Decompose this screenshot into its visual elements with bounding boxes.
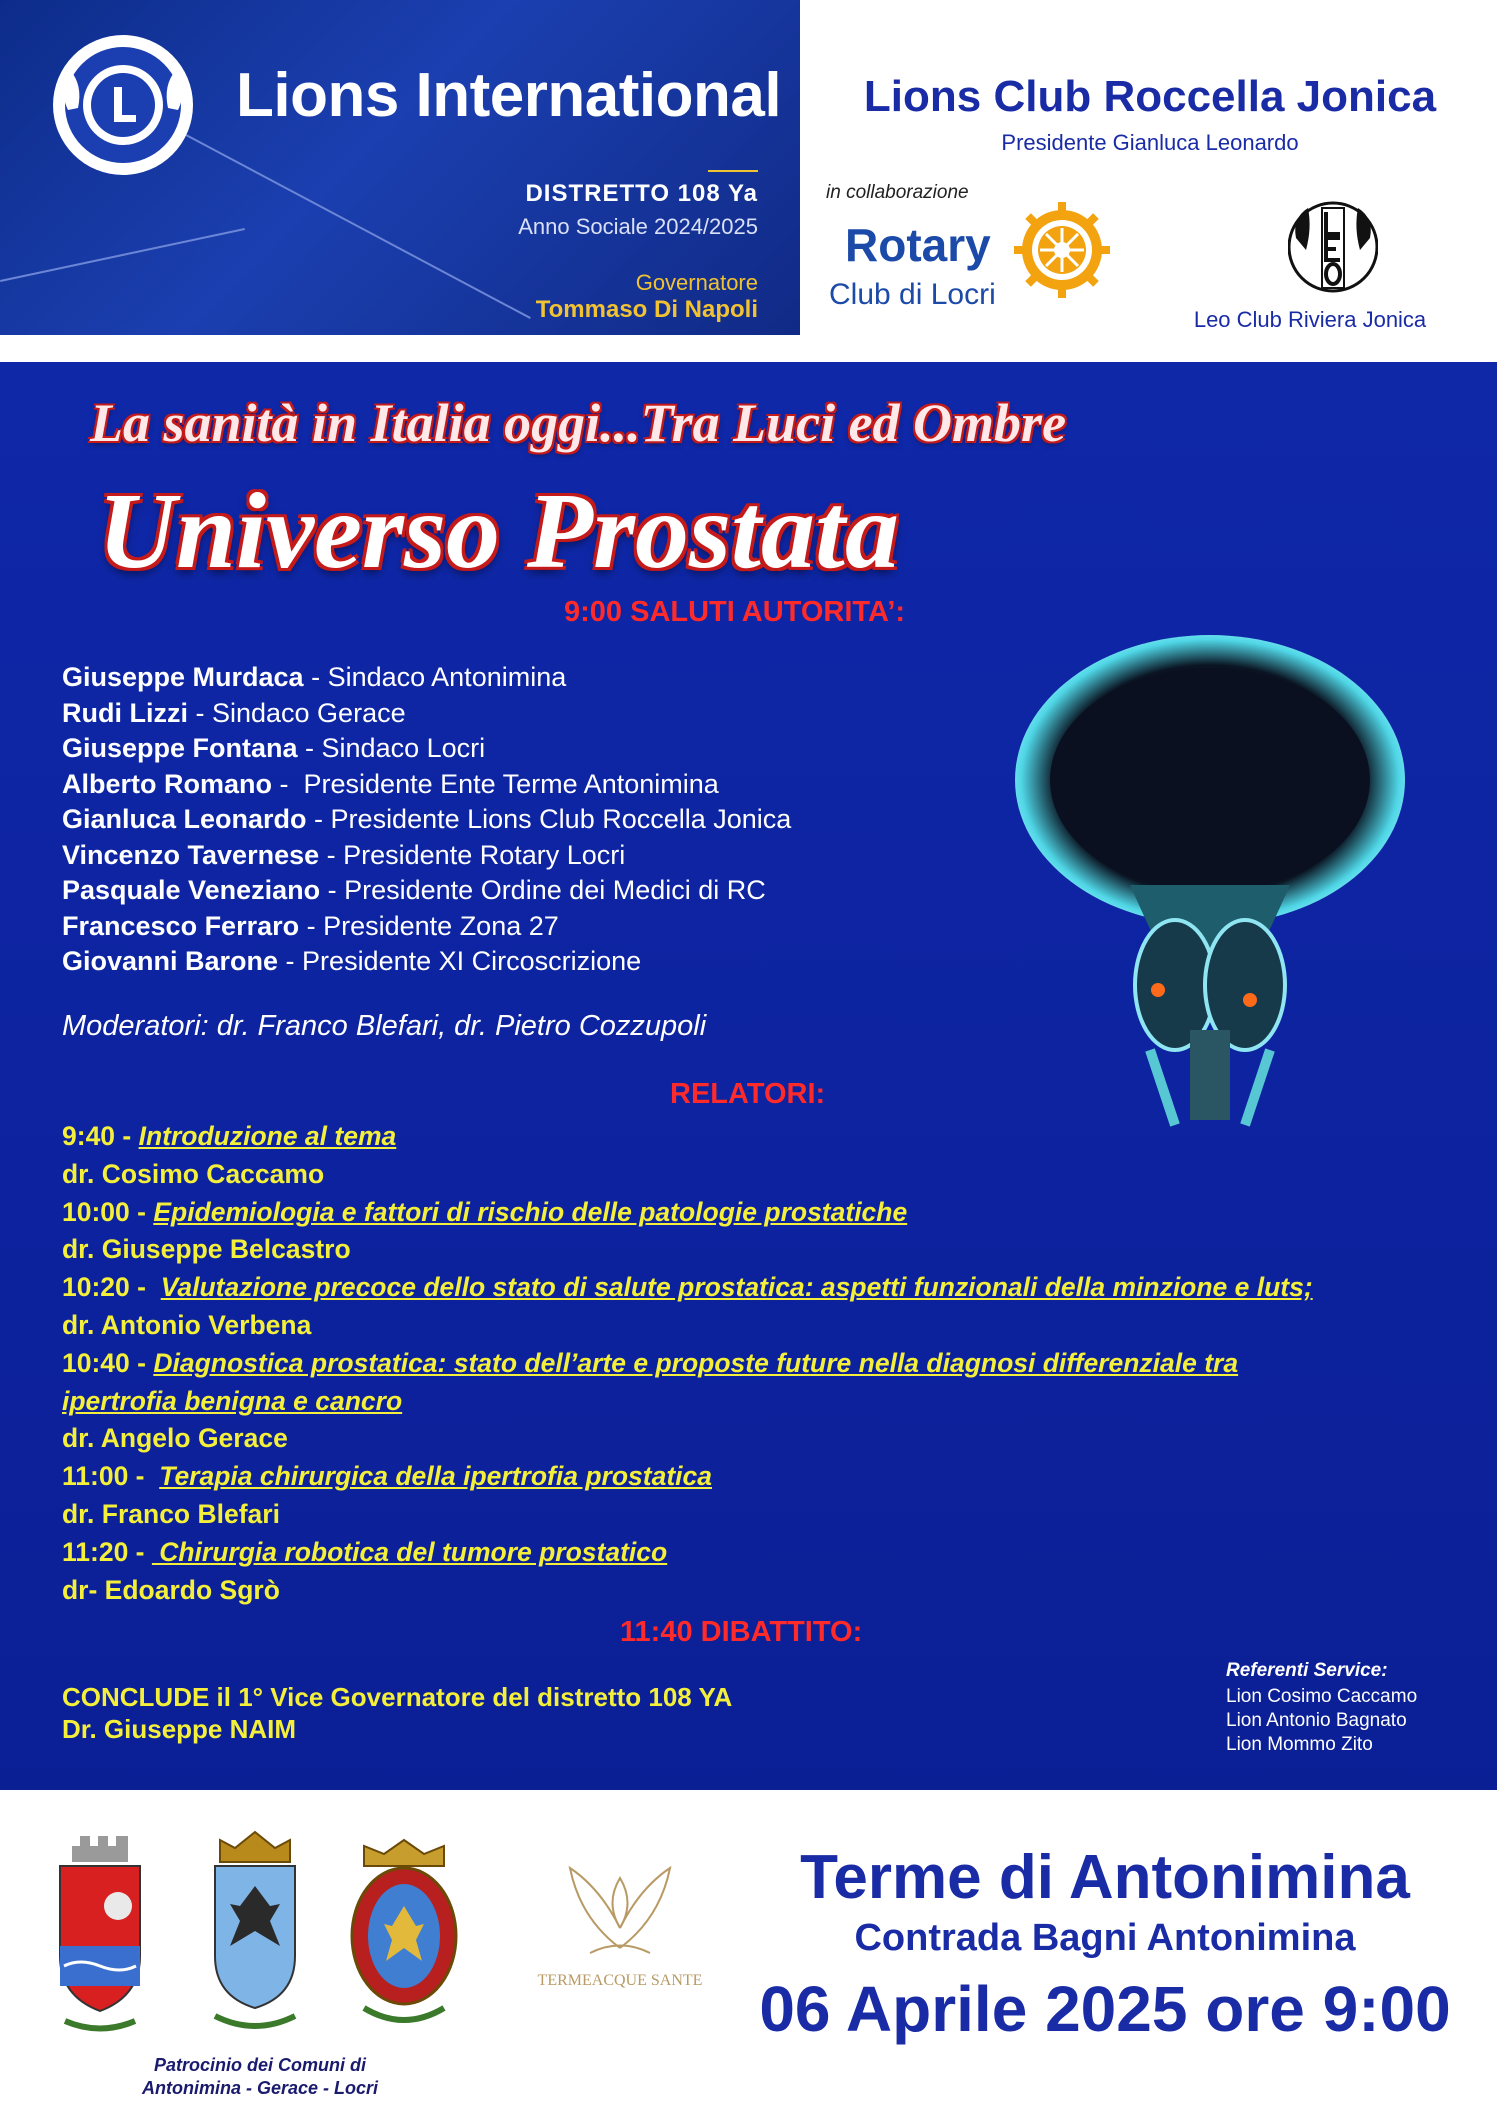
venue-title: Terme di Antonimina xyxy=(800,1843,1410,1912)
event-subtitle: La sanità in Italia oggi...Tra Luci ed Ombre xyxy=(90,393,1067,453)
leo-club-logo-icon xyxy=(1288,198,1378,296)
distretto-rule xyxy=(708,170,758,172)
moderatori-line: Moderatori: dr. Franco Blefari, dr. Pietro Cozzupoli xyxy=(62,1010,707,1042)
decorative-line xyxy=(0,228,245,282)
program-speaker: dr- Edoardo Sgrò xyxy=(62,1574,280,1605)
program-session: 11:00 - Terapia chirurgica della ipertrofia prostatica xyxy=(62,1461,712,1492)
program-speaker: dr. Giuseppe Belcastro xyxy=(62,1234,351,1265)
rotary-club-locri: Club di Locri xyxy=(829,278,996,311)
referente-item: Lion Antonio Bagnato xyxy=(1226,1710,1407,1731)
anno-sociale: Anno Sociale 2024/2025 xyxy=(518,214,758,239)
program-session: 9:40 - Introduzione al tema xyxy=(62,1121,397,1151)
terme-logo-text: TERMEACQUE SANTE xyxy=(537,1972,703,1989)
authority-row: Pasquale Veneziano - Presidente Ordine dei Medici di RC xyxy=(62,875,766,905)
authority-row: Rudi Lizzi - Sindaco Gerace xyxy=(62,697,406,728)
terme-acque-sante-logo-icon xyxy=(560,1858,680,1968)
prostate-illustration-icon xyxy=(1000,630,1420,1130)
program-session: 10:00 - Epidemiologia e fattori di rischio delle patologie prostatiche xyxy=(62,1196,908,1227)
patrocinio-comuni: Antonimina - Gerace - Locri xyxy=(141,2078,379,2098)
referente-item: Lion Mommo Zito xyxy=(1226,1734,1373,1755)
rotary-wheel-icon xyxy=(1012,200,1112,300)
club-president: Presidente Gianluca Leonardo xyxy=(1001,130,1299,155)
program-session: 10:40 - Diagnostica prostatica: stato dell’arte e proposte future nella diagnosi differenziale tra ipertrofia benigna e cancro xyxy=(62,1347,1239,1416)
authorities-list xyxy=(62,660,992,980)
authority-row: Alberto Romano - Presidente Ente Terme Antonimina xyxy=(62,768,719,799)
program-list xyxy=(62,1118,1442,1609)
relatori-heading: RELATORI: xyxy=(670,1078,826,1110)
conclude-line: CONCLUDE il 1° Vice Governatore del distretto 108 YA xyxy=(62,1682,733,1712)
authority-row: Francesco Ferraro - Presidente Zona 27 xyxy=(62,910,559,941)
program-speaker: dr. Angelo Gerace xyxy=(62,1423,288,1454)
authority-row: Vincenzo Tavernese - Presidente Rotary Locri xyxy=(62,839,626,870)
distretto-label: DISTRETTO 108 Ya xyxy=(525,180,758,207)
program-speaker: dr. Antonio Verbena xyxy=(62,1309,312,1340)
club-title: Lions Club Roccella Jonica xyxy=(863,72,1437,121)
program-session: 11:20 - Chirurgia robotica del tumore prostatico xyxy=(62,1536,668,1567)
antonimina-crest-icon xyxy=(50,1836,150,2036)
referenti-title: Referenti Service: xyxy=(1226,1660,1388,1681)
gerace-crest-icon xyxy=(200,1826,310,2036)
locri-crest-icon xyxy=(344,1836,464,2036)
authority-row: Gianluca Leonardo - Presidente Lions Club Roccella Jonica xyxy=(62,804,792,834)
conclude-speaker: Dr. Giuseppe NAIM xyxy=(62,1714,297,1744)
program-speaker: dr. Franco Blefari xyxy=(62,1498,280,1529)
lions-international-title: Lions International xyxy=(236,61,782,130)
referente-item: Lion Cosimo Caccamo xyxy=(1226,1686,1418,1707)
event-title: Universo Prostata xyxy=(98,472,900,591)
leo-club-label: Leo Club Riviera Jonica xyxy=(1193,307,1427,332)
patrocinio-line: Patrocinio dei Comuni di xyxy=(153,2055,366,2075)
event-date: 06 Aprile 2025 ore 9:00 xyxy=(759,1973,1451,2045)
program-speaker: dr. Cosimo Caccamo xyxy=(62,1158,325,1189)
authority-row: Giovanni Barone - Presidente XI Circoscrizione xyxy=(62,946,642,976)
authority-row: Giuseppe Fontana - Sindaco Locri xyxy=(62,733,486,763)
governatore-label: Governatore xyxy=(635,270,758,295)
venue-address: Contrada Bagni Antonimina xyxy=(854,1917,1356,1959)
saluti-heading: 9:00 SALUTI AUTORITA’: xyxy=(564,596,906,628)
rotary-wordmark: Rotary xyxy=(845,219,991,271)
governatore-name: Tommaso Di Napoli xyxy=(535,296,758,323)
lions-emblem-icon xyxy=(48,30,198,180)
program-session: 10:20 - Valutazione precoce dello stato di salute prostatica: aspetti funzionali della minzione e luts; xyxy=(62,1272,1313,1303)
collaborazione-label: in collaborazione xyxy=(826,182,969,203)
authority-row: Giuseppe Murdaca - Sindaco Antonimina xyxy=(62,662,567,692)
dibattito-heading: 11:40 DIBATTITO: xyxy=(620,1616,863,1648)
